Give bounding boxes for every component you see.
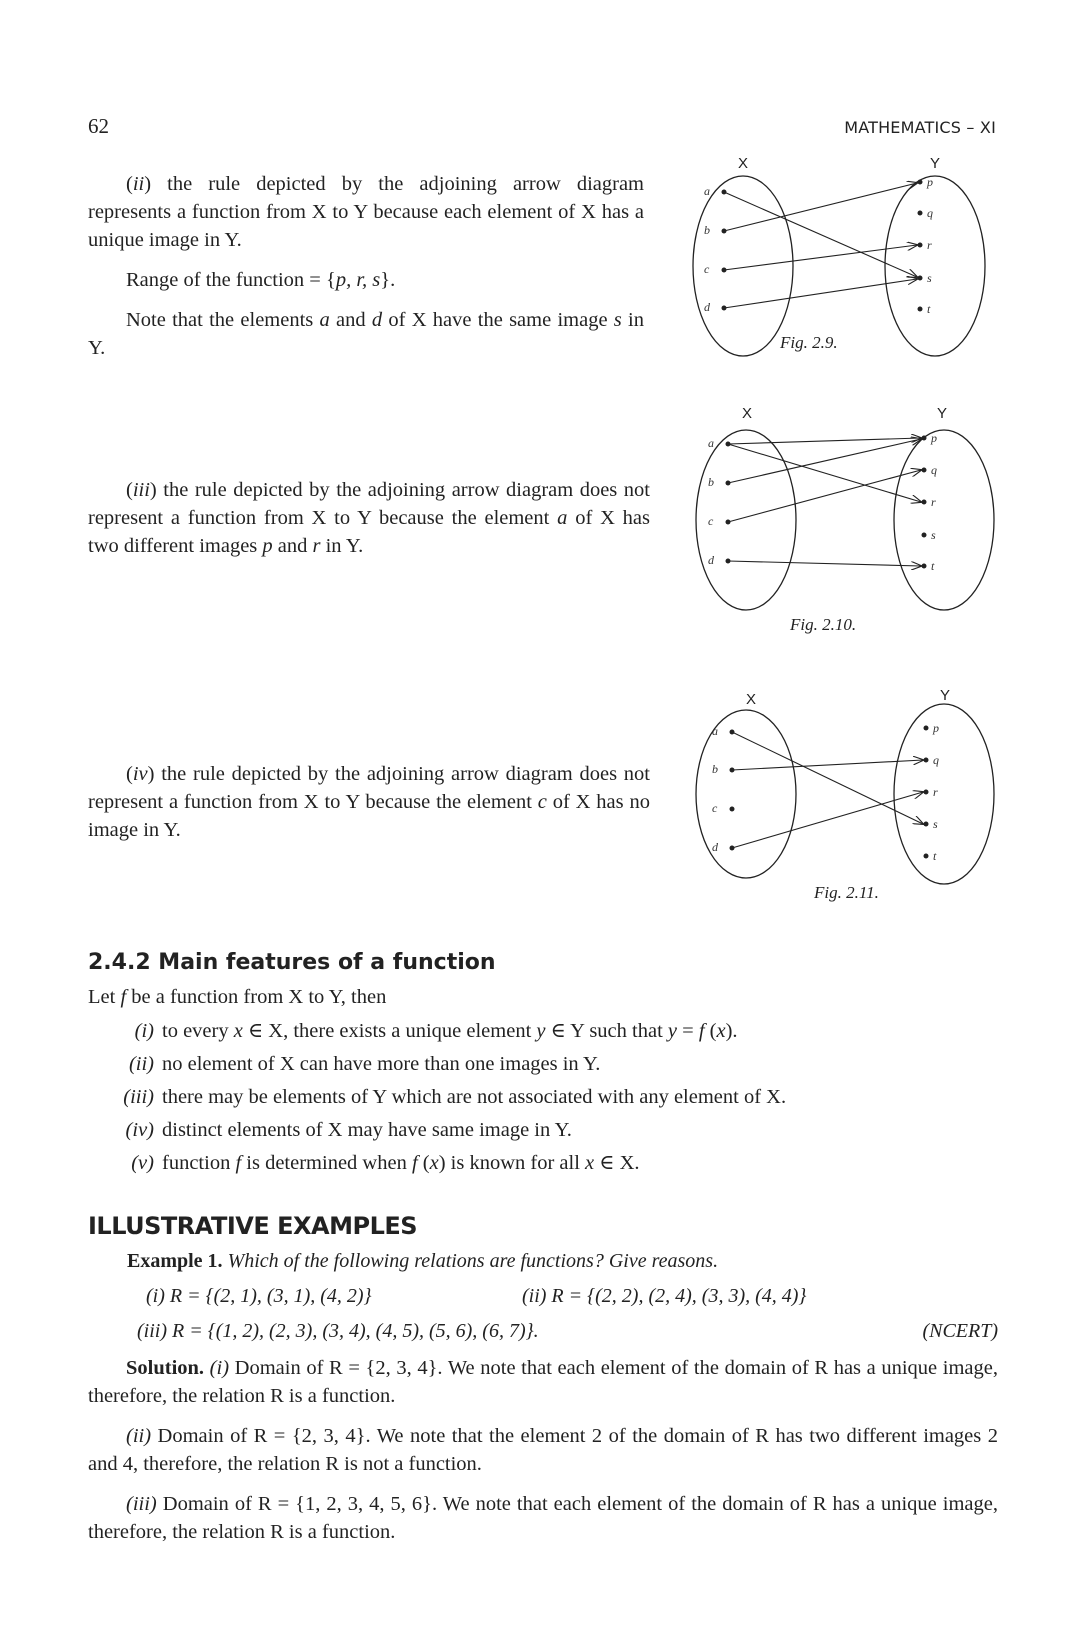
svg-text:s: s [927, 271, 932, 285]
page-number: 62 [88, 114, 109, 138]
y-elements [922, 431, 938, 573]
svg-text:p: p [931, 431, 937, 445]
relation-ii: (ii) R = {(2, 2), (2, 4), (3, 3), (4, 4)} [522, 1285, 807, 1307]
svg-text:c: c [708, 514, 714, 528]
svg-text:c: c [712, 801, 718, 815]
set-x-label: X [746, 691, 757, 708]
feature-item: (v) function f is determined when f (x) is known for all x ∈ X. [131, 1152, 640, 1174]
set-x-label: X [742, 405, 753, 422]
solution-iii: (iii) Domain of R = {1, 2, 3, 4, 5, 6}. We note that each element of the domain of R has a unique image, therefore, the relation R is a function. [88, 1493, 998, 1543]
svg-text:s: s [931, 528, 936, 542]
solution-i: Solution. (i) Domain of R = {2, 3, 4}. We note that each element of the domain of R has a unique image, therefore, the relation R is a function. [88, 1357, 998, 1407]
source-tag: (NCERT) [922, 1320, 998, 1342]
solution-ii: (ii) Domain of R = {2, 3, 4}. We note that the element 2 of the domain of R has two different images 2 and 4, therefore, the relation R is not a function. [88, 1425, 998, 1475]
set-y-label: Y [930, 155, 941, 172]
range-line: Range of the function = {p, r, s}. [126, 269, 396, 291]
examples-heading: ILLUSTRATIVE EXAMPLES [88, 1212, 418, 1240]
svg-text:q: q [931, 463, 937, 477]
block-ii [88, 170, 644, 362]
svg-text:q: q [927, 206, 933, 220]
svg-text:q: q [933, 753, 939, 767]
feature-item: (ii) no element of X can have more than one images in Y. [128, 1053, 601, 1075]
mapping-arrows [728, 438, 921, 566]
relation-i: (i) R = {(2, 1), (3, 1), (4, 2)} [146, 1285, 372, 1307]
set-x-label: X [738, 155, 749, 172]
svg-text:s: s [933, 817, 938, 831]
svg-text:r: r [931, 495, 936, 509]
set-y-label: Y [937, 405, 948, 422]
svg-text:d: d [708, 553, 714, 567]
running-head: MATHEMATICS – XI [844, 118, 996, 137]
feature-item: (iv) distinct elements of X may have same image in Y. [125, 1119, 572, 1141]
svg-text:t: t [933, 849, 937, 863]
svg-text:c: c [704, 262, 710, 276]
arrow-diagram-2-10 [684, 398, 1004, 638]
figure-caption: Fig. 2.10. [790, 615, 857, 634]
arrow-diagram-2-11 [684, 684, 1004, 904]
solution [88, 1354, 998, 1546]
svg-text:r: r [927, 238, 932, 252]
block-iv-text: (iv) the rule depicted by the adjoining arrow diagram does not represent a function from X to Y because the element c of X has no image in Y. [88, 763, 650, 841]
set-y-oval [885, 176, 985, 356]
figure-caption: Fig. 2.9. [780, 333, 838, 352]
set-y-oval [894, 430, 994, 610]
features-list [110, 1015, 1010, 1180]
relation-iii: (iii) R = {(1, 2), (2, 3), (3, 4), (4, 5), (5, 6), (6, 7)}. [137, 1320, 539, 1342]
svg-text:t: t [927, 302, 931, 316]
set-y-oval [894, 704, 994, 884]
y-elements [924, 721, 940, 863]
svg-text:d: d [704, 300, 710, 314]
svg-text:d: d [712, 840, 718, 854]
figure-2-10 [684, 398, 1004, 643]
figure-2-9 [680, 148, 1000, 383]
block-iii-text: (iii) the rule depicted by the adjoining arrow diagram does not represent a function from X to Y because the element a of X has two different images p and r in Y. [88, 479, 650, 557]
svg-text:a: a [704, 184, 710, 198]
figure-caption: Fig. 2.11. [814, 883, 879, 902]
feature-item: (iii) there may be elements of Y which are not associated with any element of X. [123, 1086, 787, 1108]
set-y-label: Y [940, 687, 951, 704]
section-heading: 2.4.2 Main features of a function [88, 950, 496, 975]
svg-text:b: b [708, 475, 714, 489]
figure-2-11 [684, 684, 1004, 909]
svg-text:a: a [708, 436, 714, 450]
svg-text:p: p [933, 721, 939, 735]
arrow-diagram-2-9 [680, 148, 1000, 378]
y-elements [918, 175, 934, 316]
svg-text:t: t [931, 559, 935, 573]
block-iii [88, 476, 650, 560]
set-x-oval [696, 710, 796, 878]
let-line: Let f be a function from X to Y, then [88, 986, 387, 1008]
x-elements [712, 724, 735, 854]
svg-text:r: r [933, 785, 938, 799]
note-line: Note that the elements a and d of X have the same image s in Y. [88, 309, 644, 359]
svg-text:a: a [712, 724, 718, 738]
svg-text:b: b [704, 223, 710, 237]
example-1: Example 1. Which of the following relations are functions? Give reasons. [127, 1250, 719, 1272]
mapping-arrows [724, 183, 917, 308]
block-ii-text: (ii) the rule depicted by the adjoining arrow diagram represents a function from X to Y because each element of X has a unique image in Y. [88, 173, 644, 251]
block-iv [88, 760, 650, 844]
feature-item: (i) to every x ∈ X, there exists a unique element y ∈ Y such that y = f (x). [134, 1020, 738, 1042]
svg-text:b: b [712, 762, 718, 776]
svg-text:p: p [927, 175, 933, 189]
